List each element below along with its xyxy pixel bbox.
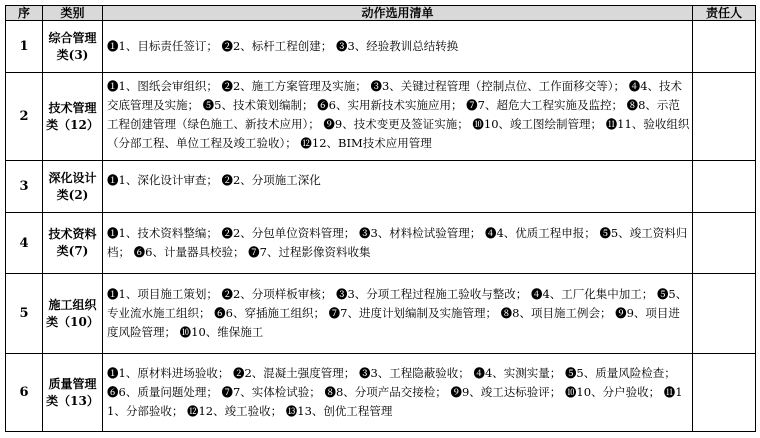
action-item: ❶1、目标责任签订； [107, 39, 218, 53]
action-item: ❷2、施工方案管理及实施； [221, 78, 367, 93]
action-item: ❿10、竣工图绘制管理； [472, 116, 603, 131]
header-category: 类别 [43, 6, 103, 21]
header-owner: 责任人 [693, 6, 756, 21]
action-item: ❾9、技术变更及签证实施； [323, 116, 469, 131]
action-list-cell [103, 274, 693, 354]
action-item: ❼7、实体检试验； [221, 385, 321, 399]
category-cell: 技术资料类(7) [43, 213, 103, 274]
action-item: ❷2、分包单位资料管理； [221, 226, 356, 240]
row-number: 3 [6, 161, 43, 213]
header-action-list: 动作选用清单 [103, 6, 693, 21]
header-seq: 序 [6, 6, 43, 21]
action-list-cell [103, 354, 693, 432]
action-item: ❿10、分户验收； [564, 385, 661, 399]
action-item: ❼7、过程影像资料收集 [248, 245, 371, 259]
row-number: 4 [6, 213, 43, 274]
action-item: ❼7、进度计划编制及实施管理； [328, 306, 497, 320]
action-item: ⓭13、创优工程管理 [285, 404, 393, 418]
action-items [103, 364, 692, 421]
action-checklist-table [5, 5, 756, 432]
action-item: ❽8、分项产品交接检； [324, 385, 447, 399]
action-item: ❻6、穿插施工组织； [214, 306, 325, 320]
table-row [6, 354, 756, 432]
action-item: ❷2、分项样板审核； [221, 287, 333, 301]
table-row [6, 161, 756, 213]
action-list-cell [103, 161, 693, 213]
action-list-cell [103, 73, 693, 161]
table-row [6, 274, 756, 354]
category-cell: 质量管理类（13） [43, 354, 103, 432]
category-cell: 技术管理类（12） [43, 73, 103, 161]
action-item: ❺5、竣工资料归档； [107, 226, 688, 259]
owner-cell[interactable] [693, 161, 756, 213]
action-list-cell [103, 213, 693, 274]
action-items [103, 77, 692, 157]
action-item: ❶1、技术资料整编； [107, 226, 218, 240]
row-number: 6 [6, 354, 43, 432]
action-item: ❸3、分项工程过程施工验收与整改； [335, 287, 528, 301]
action-item: ⓫11、分部验收； [107, 385, 683, 418]
owner-cell[interactable] [693, 213, 756, 274]
action-items [103, 37, 692, 56]
action-items [103, 171, 692, 190]
action-item: ❹4、工厂化集中加工； [530, 287, 654, 301]
owner-cell[interactable] [693, 73, 756, 161]
action-item: ❾9、竣工达标验评； [450, 385, 562, 399]
owner-cell[interactable] [693, 21, 756, 73]
action-item: ❶1、原材料进场验收； [107, 366, 230, 380]
action-item: ❹4、技术交底管理及实施； [107, 78, 683, 112]
owner-cell[interactable] [693, 274, 756, 354]
action-item: ❷2、混凝土强度管理； [232, 366, 356, 380]
action-item: ❶1、项目施工策划； [107, 287, 218, 301]
action-item: ❸3、工程隐蔽验收； [358, 366, 470, 380]
category-cell: 深化设计类(2) [43, 161, 103, 213]
action-item: ❷2、分项施工深化 [221, 173, 321, 187]
action-items [103, 224, 692, 262]
action-item: ❶1、深化设计审查； [107, 173, 218, 187]
action-item: ❸3、经验教训总结转换 [335, 39, 459, 53]
row-number: 2 [6, 73, 43, 161]
action-item: ❻6、计量器具校验； [133, 245, 245, 259]
table-row [6, 73, 756, 161]
table-row [6, 21, 756, 73]
action-item: ❹4、优质工程申报； [484, 226, 596, 240]
action-item: ❶1、图纸会审组织； [107, 78, 218, 93]
action-item: ❷2、标杆工程创建； [221, 39, 333, 53]
row-number: 5 [6, 274, 43, 354]
action-item: ❸3、关键过程管理（控制点位、工作面移交等）； [370, 78, 626, 93]
table-row [6, 213, 756, 274]
category-cell: 综合管理类(3) [43, 21, 103, 73]
action-item: ❻6、实用新技术实施应用； [317, 97, 463, 112]
row-number: 1 [6, 21, 43, 73]
action-item: ⓬12、BIM技术应用管理 [300, 135, 432, 150]
action-item: ❿10、维保施工 [179, 325, 264, 339]
action-item: ❽8、项目施工例会； [500, 306, 612, 320]
table-header-row [6, 6, 756, 21]
action-list-cell [103, 21, 693, 73]
action-item: ❸3、材料检试验管理； [358, 226, 482, 240]
action-item: ❺5、质量风险检查； [564, 366, 676, 380]
category-cell: 施工组织类（10） [43, 274, 103, 354]
action-item: ❾9、项目进度风险管理； [107, 306, 680, 339]
action-item: ❻6、质量问题处理； [107, 385, 218, 399]
action-item: ❽8、示范工程创建管理（绿色施工、新技术应用）； [107, 97, 680, 131]
action-item: ⓫11、验收组织（分部工程、单位工程及竣工验收）； [107, 116, 690, 150]
action-item: ⓬12、竣工验收； [186, 404, 283, 418]
action-item: ❹4、实测实量； [473, 366, 562, 380]
action-item: ❺5、技术策划编制； [202, 97, 314, 112]
action-item: ❺5、专业流水施工组织； [107, 287, 688, 320]
owner-cell[interactable] [693, 354, 756, 432]
action-item: ❼7、超危大工程实施及监控； [466, 97, 623, 112]
action-items [103, 285, 692, 342]
